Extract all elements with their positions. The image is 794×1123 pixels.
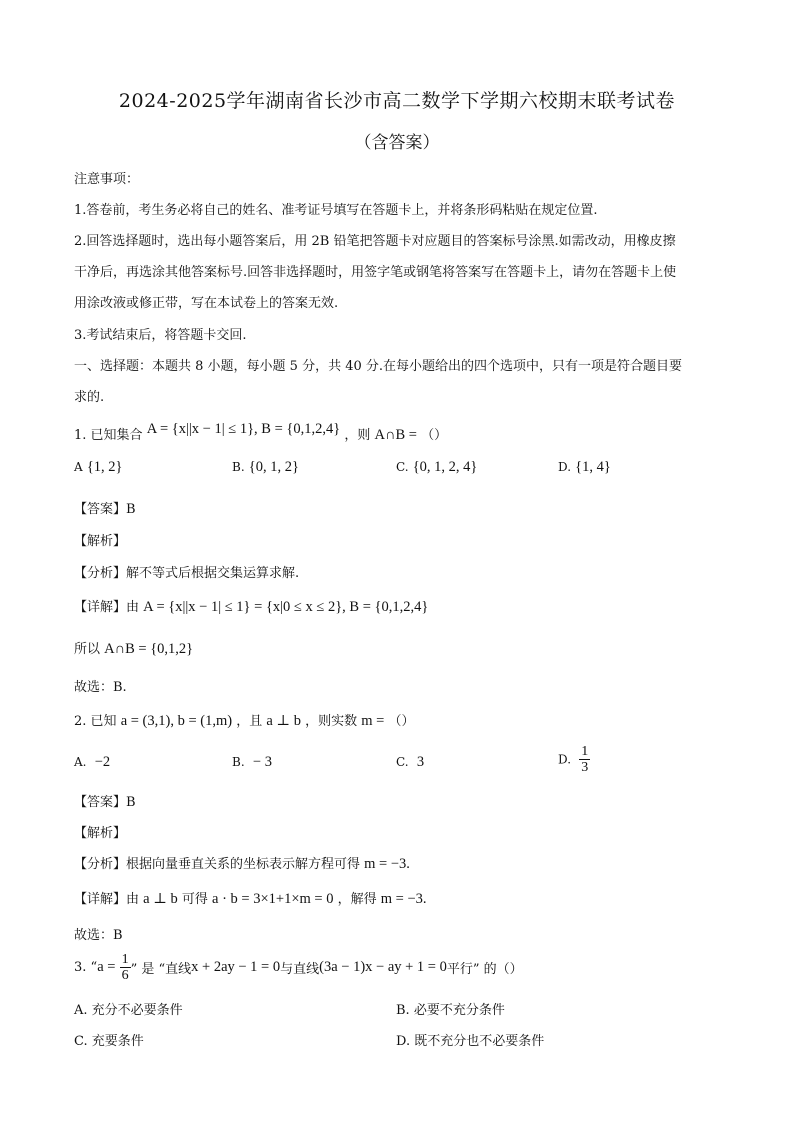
fraction-denominator: 3 xyxy=(581,760,589,775)
q2-option-a xyxy=(74,754,110,771)
q1-guxuan: 故选：B. xyxy=(74,680,127,695)
q2-xiangjie-text-3: ，解得 xyxy=(337,892,377,907)
option-value: {0, 1, 2} xyxy=(248,459,299,475)
option-value: −2 xyxy=(94,754,111,770)
q2-prefix: 2. 已知 xyxy=(74,714,117,729)
q1-xiangjie-math: A = {x||x − 1| ≤ 1} = {x|0 ≤ x ≤ 2}, B = {0,1,2,4} xyxy=(143,599,429,615)
q1-paren: （） xyxy=(421,428,448,443)
q3-fraction xyxy=(120,952,131,983)
option-letter: D. xyxy=(558,460,572,474)
q2-guxuan: 故选：B xyxy=(74,928,123,943)
q2-paren: （） xyxy=(388,714,415,729)
q3-lhs-math: a = xyxy=(97,959,116,975)
q2-m-math: m = xyxy=(361,713,385,729)
q1-answer: 【答案】B xyxy=(74,502,136,517)
q2-vectors-math: a = (3,1), b = (1,m) xyxy=(120,713,233,729)
option-letter: C. xyxy=(396,755,409,769)
section-heading-line-2: 求的. xyxy=(74,390,105,405)
option-letter: A xyxy=(74,460,83,474)
q3-line1-math: x + 2ay − 1 = 0 xyxy=(191,959,281,975)
notice-item-2-line-1: 2.回答选择题时，选出每小题答案后，用 2B 铅笔把答题卡对应题目的答案标号涂黑.如需改动，用橡皮擦 xyxy=(74,234,676,249)
q1-suoyi-text: 所以 xyxy=(74,642,101,657)
q2-option-d xyxy=(558,744,590,775)
q2-fenxi-math: m = −3. xyxy=(364,856,410,872)
q2-xiangjie-math-3: m = −3. xyxy=(380,891,427,907)
q3-option-b: B. 必要不充分条件 xyxy=(396,1003,505,1018)
option-value: − 3 xyxy=(252,754,272,770)
q3-mid: ” 是 “直线 xyxy=(130,962,192,977)
notice-item-2-line-3: 用涂改液或修正带，写在本试卷上的答案无效. xyxy=(74,296,339,311)
q2-suffix: ，则实数 xyxy=(305,714,358,729)
q3-option-c: C. 充要条件 xyxy=(74,1034,144,1049)
q2-option-c xyxy=(396,754,424,771)
question-3-stem xyxy=(74,952,724,983)
q2-fenxi-text: 【分析】根据向量垂直关系的坐标表示解方程可得 xyxy=(74,857,361,872)
option-letter: A. xyxy=(74,755,87,769)
option-letter: B. xyxy=(232,460,245,474)
q2-perp-math: a ⊥ b xyxy=(266,713,301,729)
q1-prefix: 1. 已知集合 xyxy=(74,428,143,443)
notice-heading: 注意事项： xyxy=(74,172,140,187)
q2-xiangjie-math-2: a · b = 3×1+1×m = 0 xyxy=(212,891,334,907)
q1-option-d xyxy=(558,459,611,476)
q2-xiangjie-math-1: a ⊥ b xyxy=(143,891,178,907)
q1-suoyi xyxy=(74,638,724,658)
q2-xiangjie-tag: 【详解】由 xyxy=(74,892,140,907)
q3-option-d: D. 既不充分也不必要条件 xyxy=(396,1034,545,1049)
q2-fenxi xyxy=(74,853,724,873)
q3-option-a: A. 充分不必要条件 xyxy=(74,1003,183,1018)
fraction-numerator: 1 xyxy=(581,744,589,759)
option-value: {0, 1, 2, 4} xyxy=(412,459,478,475)
page-subtitle: （含答案） xyxy=(354,133,440,153)
notice-item-1: 1.答卷前，考生务必将自己的姓名、准考证号填写在答题卡上，并将条形码粘贴在规定位置. xyxy=(74,203,598,218)
q2-analysis-tag: 【解析】 xyxy=(74,826,127,841)
q1-option-c xyxy=(396,459,477,476)
q1-xiangjie-tag: 【详解】由 xyxy=(74,600,140,615)
question-2-stem xyxy=(74,710,724,730)
q1-suoyi-math: A∩B = {0,1,2} xyxy=(104,641,194,657)
q2-answer: 【答案】B xyxy=(74,795,136,810)
q1-option-a xyxy=(74,459,122,476)
question-1-stem xyxy=(74,421,724,444)
q2-mid: ，且 xyxy=(236,714,263,729)
q3-line2-math: (3a − 1)x − ay + 1 = 0 xyxy=(319,959,447,975)
fraction-denominator: 6 xyxy=(121,968,129,983)
q2-option-b xyxy=(232,754,272,771)
notice-item-2-line-2: 干净后，再选涂其他答案标号.回答非选择题时，用签字笔或钢笔将答案写在答题卡上，请勿在答题卡上使 xyxy=(74,265,677,280)
option-value: 3 xyxy=(416,754,425,770)
q1-fenxi: 【分析】解不等式后根据交集运算求解. xyxy=(74,566,300,581)
option-letter: B. xyxy=(232,755,245,769)
q2-xiangjie-text-2: 可得 xyxy=(181,892,208,907)
q1-option-b xyxy=(232,459,299,476)
q1-intersection-math: A∩B = xyxy=(374,427,417,443)
option-value: {1, 2} xyxy=(86,459,123,475)
notice-item-3: 3.考试结束后，将答题卡交回. xyxy=(74,328,247,343)
q1-sets-math: A = {x||x − 1| ≤ 1}, B = {0,1,2,4} xyxy=(146,421,341,437)
section-heading-line-1: 一、选择题：本题共 8 小题，每小题 5 分，共 40 分.在每小题给出的四个选项中，只有一项是符合题目要 xyxy=(74,359,683,374)
option-value: {1, 4} xyxy=(575,459,611,475)
q3-yu: 与直线 xyxy=(280,962,320,977)
q1-xiangjie xyxy=(74,596,724,616)
q2-option-d-fraction xyxy=(579,744,590,775)
option-letter: D. xyxy=(558,752,572,767)
q3-prefix: 3. “ xyxy=(74,960,98,975)
q1-analysis-tag: 【解析】 xyxy=(74,534,127,549)
q3-suffix: 平行” 的（） xyxy=(446,962,523,977)
fraction-numerator: 1 xyxy=(121,952,129,967)
option-letter: C. xyxy=(396,460,409,474)
page-title: 2024-2025学年湖南省长沙市高二数学下学期六校期末联考试卷 xyxy=(118,90,676,112)
q2-xiangjie xyxy=(74,888,724,908)
q1-suffix: ，则 xyxy=(344,428,371,443)
